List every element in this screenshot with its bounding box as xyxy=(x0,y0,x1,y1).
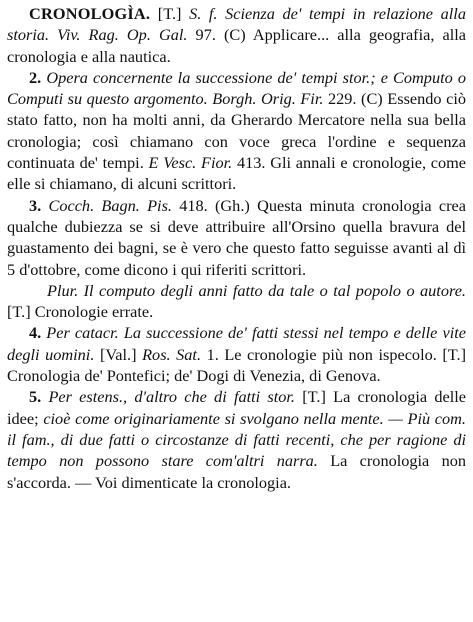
sense-plural xyxy=(7,280,466,323)
example: Cronologie errate. xyxy=(34,302,154,322)
reference: 1. xyxy=(206,344,219,364)
gloss: cioè come originariamente si svolgano nella mente. — Più com. il fam., di due fatti o circostanze di fatti recenti, che per ragione di tempo non possono stare com'altri narra. xyxy=(7,408,466,471)
source-tag: [Val.] xyxy=(99,344,137,364)
definition: Per estens., d'altro che di fatti stor. xyxy=(48,387,295,407)
sense-4 xyxy=(7,322,466,386)
example: Cronologia de' Pontefici; de' Dogi di Venezia, di Genova. xyxy=(7,366,381,386)
example: Questa minuta cronologia crea qualche dubiezza se si deve attribuire all'Orsino quella bravura del guastamento dei bagni, se è vero che questo fatto seguisse avanti al dì 5 d'ottobre, come dicono i qui riferiti scrittori. xyxy=(7,195,467,279)
sense-5 xyxy=(7,386,466,492)
sense-2 xyxy=(7,67,466,195)
reference: 418. (Gh.) xyxy=(179,195,250,215)
sense-number: 4. xyxy=(29,323,42,343)
reference: 229. (C) xyxy=(327,89,383,109)
example: Le cronologie più non ispecolo. xyxy=(224,344,437,364)
source-tag: [T.] xyxy=(7,302,31,322)
reference: 413. xyxy=(236,153,266,173)
example: La cronologia delle idee; xyxy=(7,387,467,428)
example: La cronologia non s'accorda. — Voi dimenticate la cronologia. xyxy=(7,451,467,492)
source-tag: [T.] xyxy=(157,4,182,23)
definition: Plur. Il computo degli anni fatto da tale o tal popolo o autore. xyxy=(47,280,466,300)
example: Applicare... alla geografia, alla cronologia e alla nautica. xyxy=(7,25,466,66)
sense-3 xyxy=(7,195,466,280)
sense-number: 5. xyxy=(29,387,42,407)
example: Essendo ciò stato fatto, non ha molti anni, da Gherardo Mercatore nella sua bella cronologia; così chiamano con voce greca l'ordine e sequenza continuata de' tempi. xyxy=(7,89,466,173)
definition: Per catacr. La successione de' fatti stessi nel tempo e delle vite degli uomini. xyxy=(7,323,466,364)
sense-number: 2. xyxy=(29,67,42,87)
definition: S. f. Scienza de' tempi in relazione alla storia. Viv. Rag. Op. Gal. xyxy=(7,4,466,45)
example: Gli annali e cronologie, come elle si chiamano, di alcuni scrittori. xyxy=(7,153,467,194)
sense-1 xyxy=(7,3,466,67)
citation: Cocch. Bagn. Pis. xyxy=(48,195,172,215)
citation: Ros. Sat. xyxy=(142,344,202,364)
source-tag: [T.] xyxy=(302,387,326,407)
citation: E Vesc. Fior. xyxy=(148,153,233,173)
sense-number: 3. xyxy=(29,195,42,215)
source-tag: [T.] xyxy=(442,344,467,364)
reference: 97. (C) xyxy=(195,25,246,45)
headword: CRONOLOGÌA. xyxy=(29,4,151,23)
definition: Opera concernente la successione de' tempi stor.; e Computo o Computi su questo argomento. Borgh. Orig. Fir. xyxy=(7,67,466,109)
